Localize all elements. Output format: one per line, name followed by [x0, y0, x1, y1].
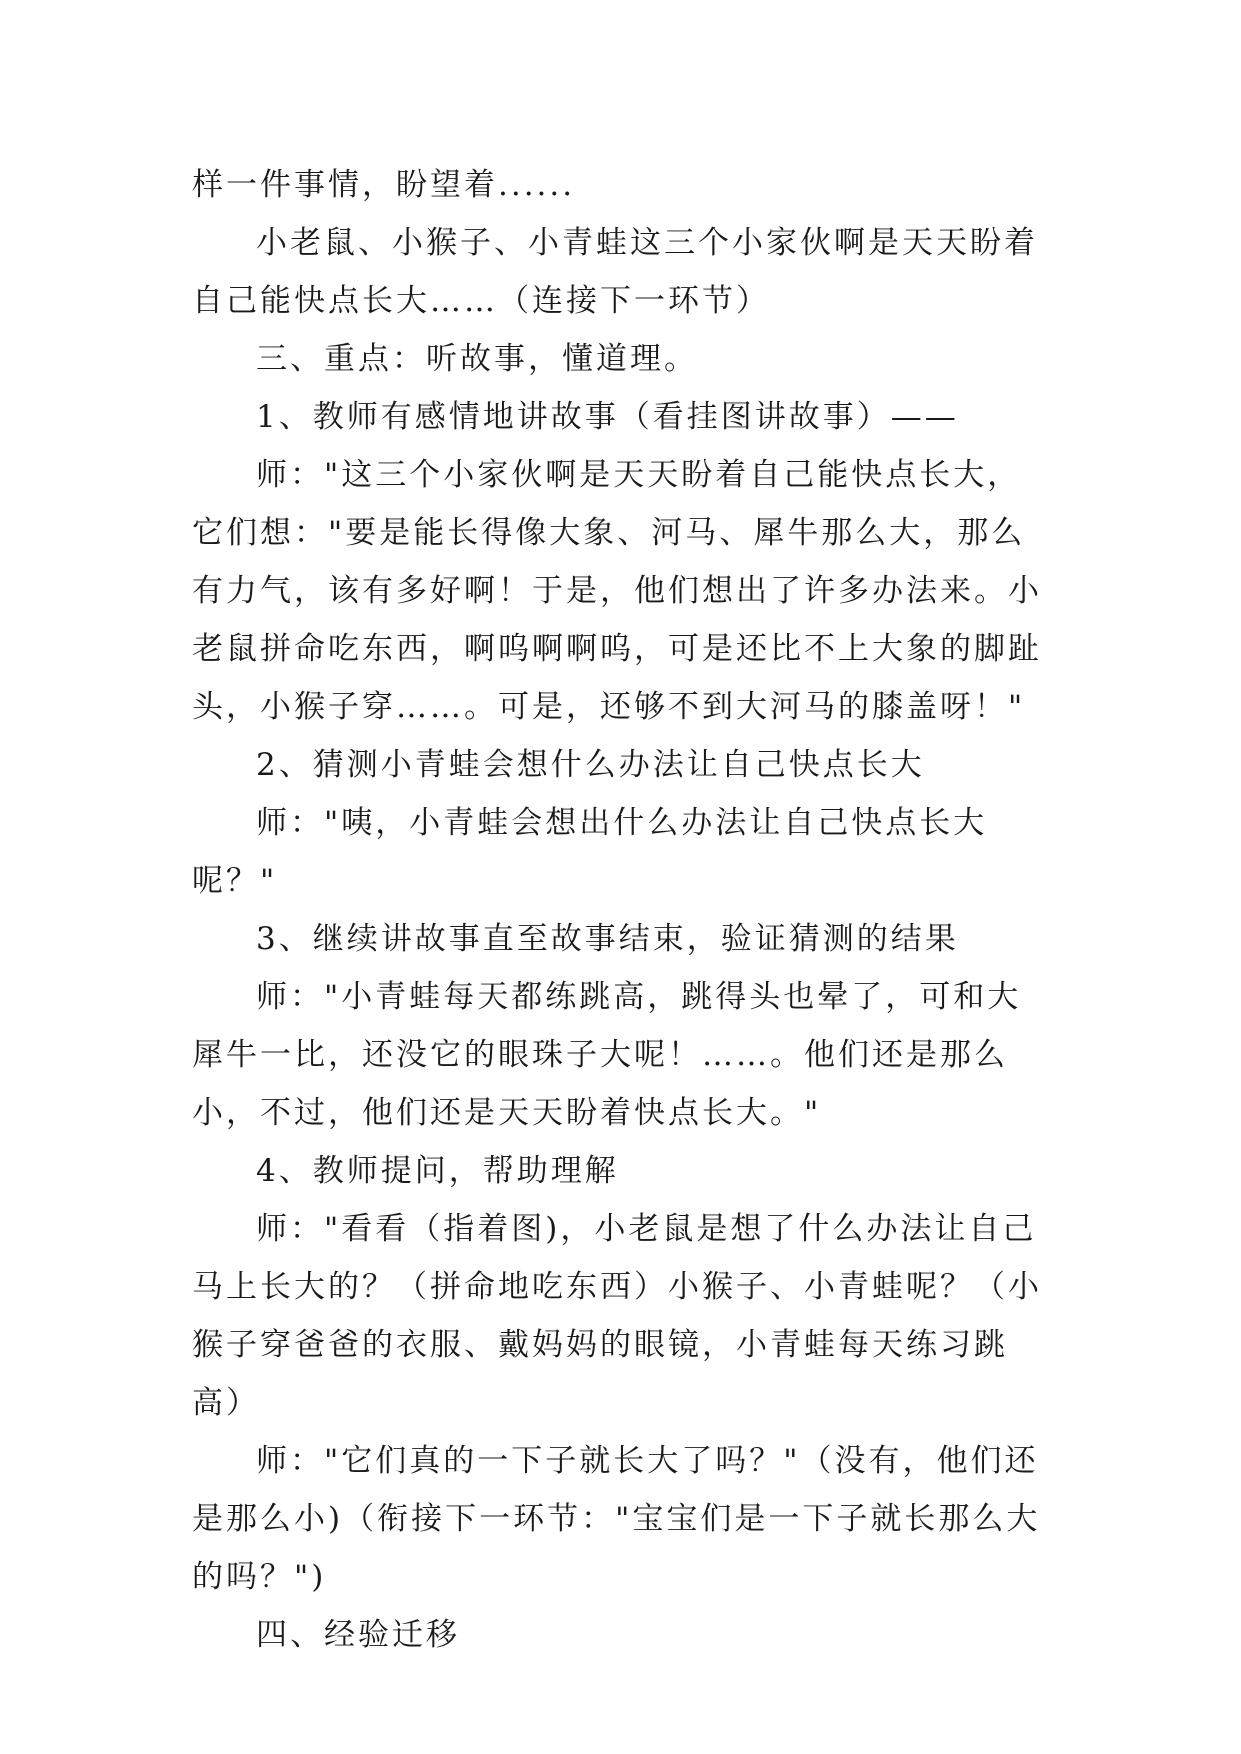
- step-3-heading: 3、继续讲故事直至故事结束，验证猜测的结果: [256, 921, 959, 957]
- teacher-dialogue-4: 师："看看（指着图)，小老鼠是想了什么办法让自己马上长大的？（拼命地吃东西）小猴子、小青蛙呢？（小猴子穿爸爸的衣服、戴妈妈的眼镜，小青蛙每天练习跳高）: [192, 1211, 1042, 1421]
- paragraph-continuation: 样一件事情，盼望着......: [192, 167, 576, 203]
- teacher-dialogue-5: 师："它们真的一下子就长大了吗？"（没有，他们还是那么小)（衔接下一环节："宝宝们是一下子就长那么大的吗？"): [192, 1443, 1041, 1595]
- step-1-heading: 1、教师有感情地讲故事（看挂图讲故事）——: [256, 399, 959, 435]
- teacher-dialogue-1: 师："这三个小家伙啊是天天盼着自己能快点长大，它们想："要是能长得像大象、河马、犀牛那么大，那么有力气，该有多好啊！于是，他们想出了许多办法来。小老鼠拼命吃东西，啊呜啊啊呜，可是还比不上大象的脚趾头，小猴子穿……。可是，还够不到大河马的膝盖呀！": [192, 457, 1042, 725]
- document-body: [192, 156, 1052, 1664]
- section-heading-4: 四、经验迁移: [256, 1617, 460, 1653]
- step-2-heading: 2、猜测小青蛙会想什么办法让自己快点长大: [256, 747, 925, 783]
- section-heading-3: 三、重点：听故事，懂道理。: [256, 341, 698, 377]
- paragraph-transition: 小老鼠、小猴子、小青蛙这三个小家伙啊是天天盼着自己能快点长大……（连接下一环节）: [192, 225, 1038, 319]
- teacher-dialogue-3: 师："小青蛙每天都练跳高，跳得头也晕了，可和大犀牛一比，还没它的眼珠子大呢！……。他们还是那么小，不过，他们还是天天盼着快点长大。": [192, 979, 1022, 1131]
- step-4-heading: 4、教师提问，帮助理解: [256, 1153, 619, 1189]
- teacher-dialogue-2: 师："咦，小青蛙会想出什么办法让自己快点长大呢？": [192, 805, 988, 899]
